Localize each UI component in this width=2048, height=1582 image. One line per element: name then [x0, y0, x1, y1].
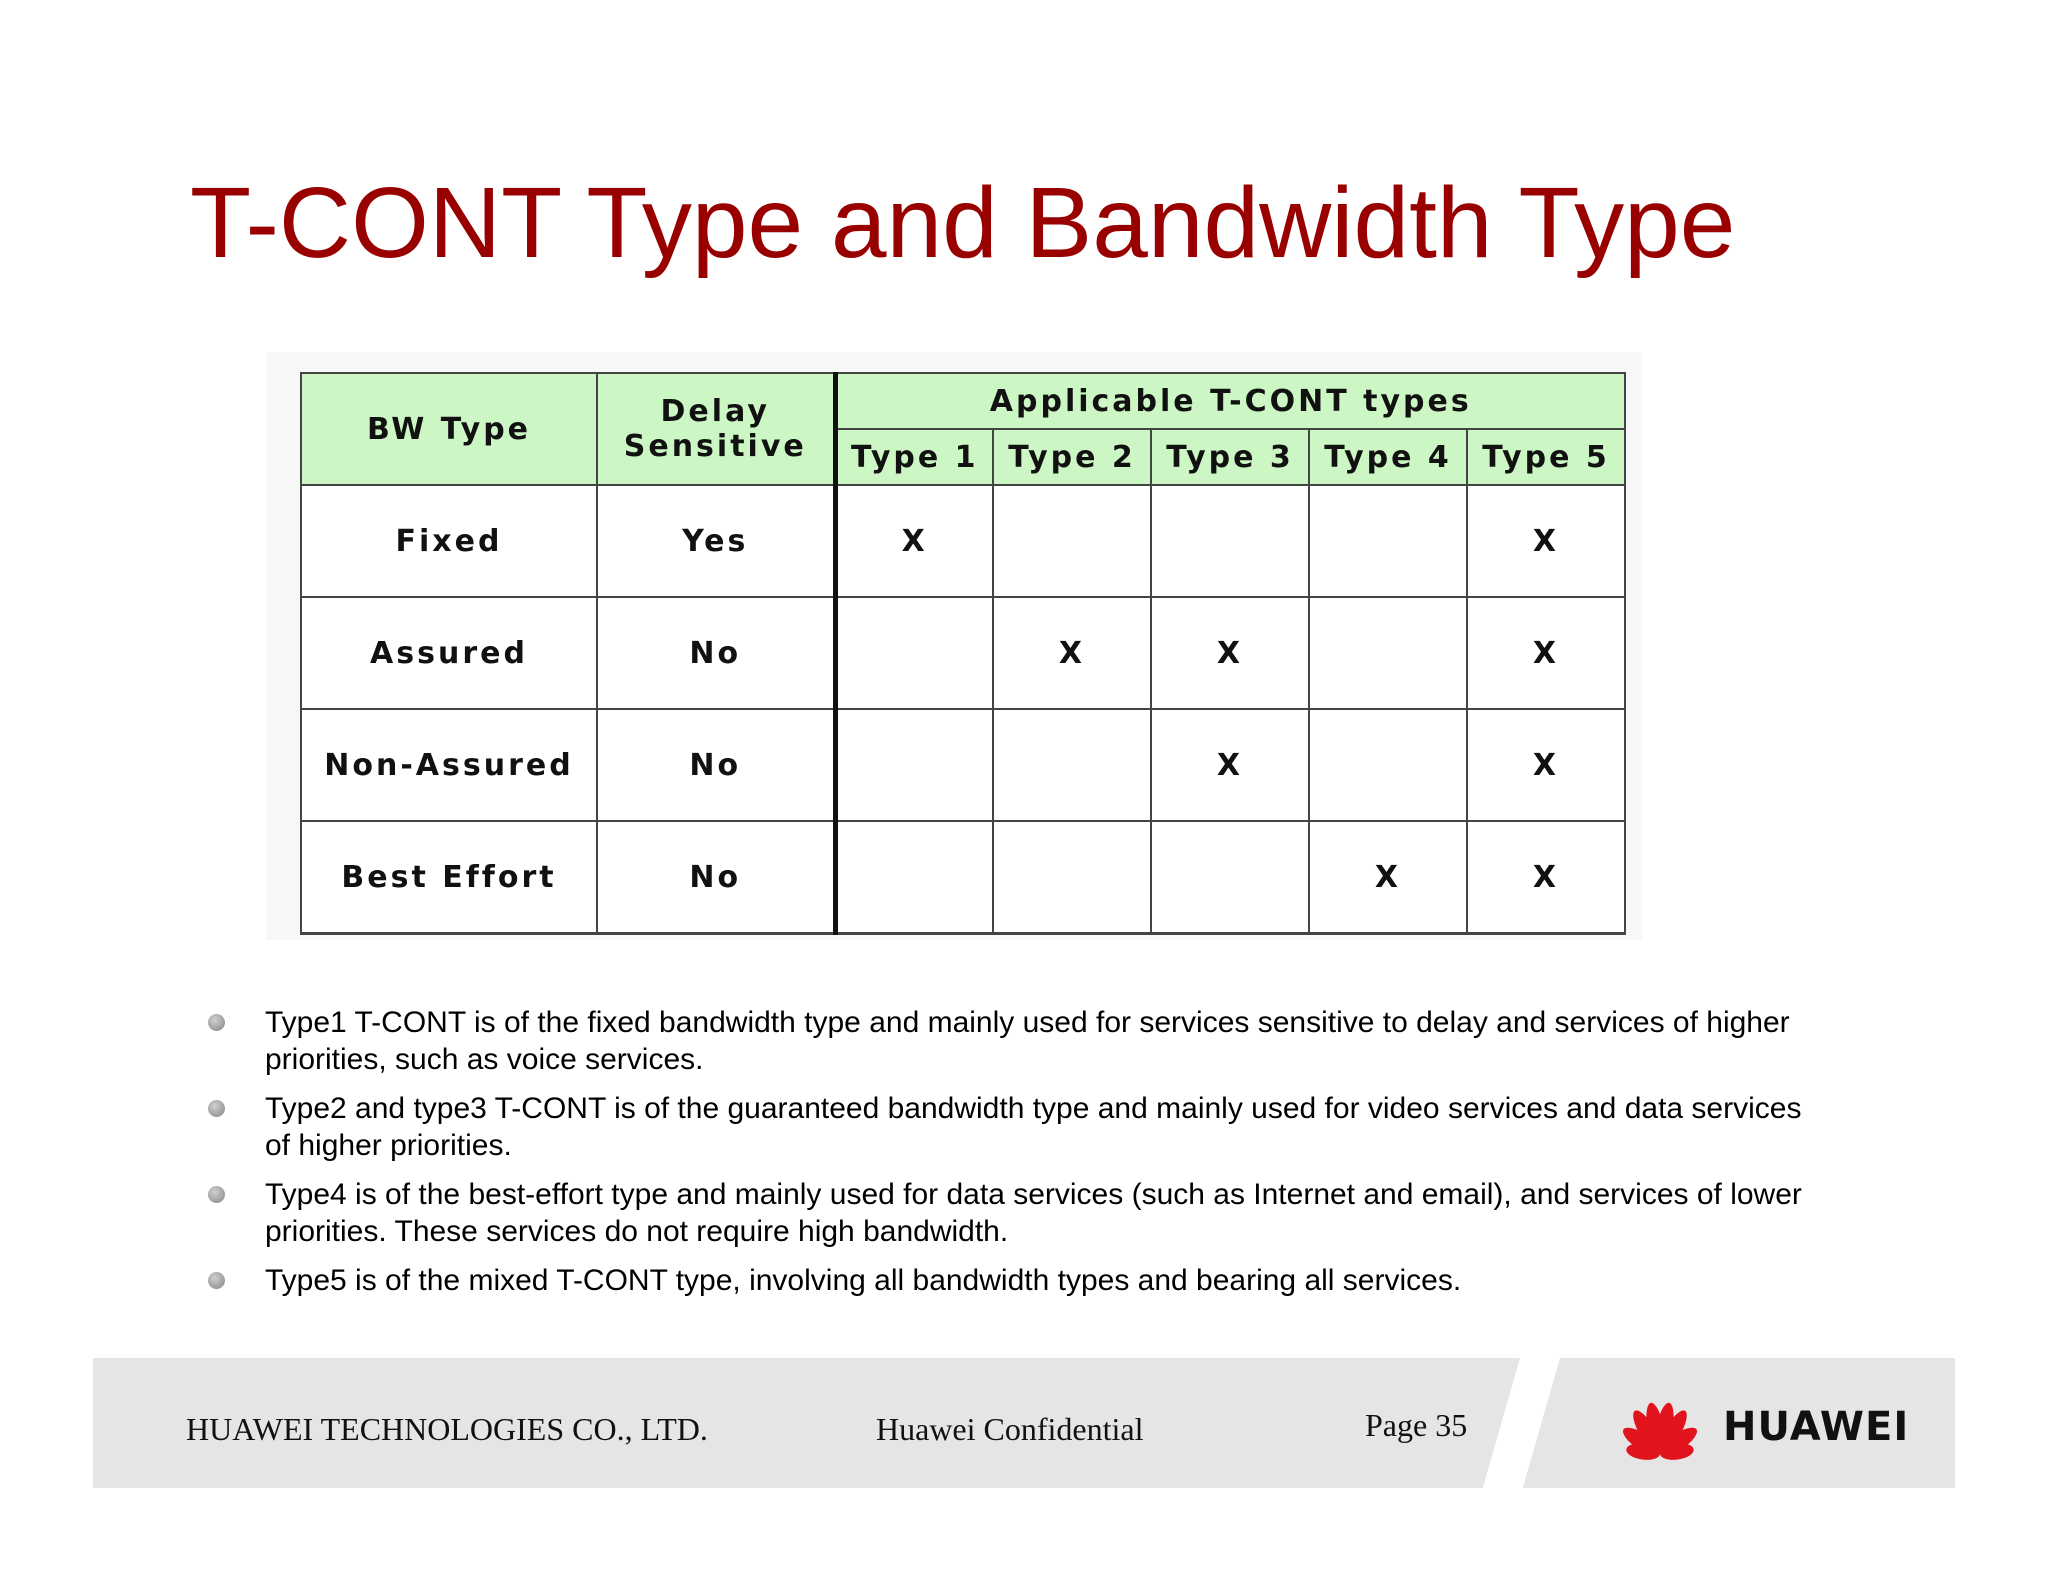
bullet-dot-icon: [208, 1272, 225, 1289]
logo-wordmark: HUAWEI: [1723, 1404, 1910, 1450]
cell-bw-type: Non-Assured: [301, 709, 597, 821]
bullet-text: Type2 and type3 T-CONT is of the guaranteed bandwidth type and mainly used for video services and data services of higher priorities.: [265, 1092, 1802, 1162]
footer-confidential: Huawei Confidential: [876, 1411, 1144, 1447]
table-container: [266, 352, 1642, 940]
list-item: [208, 1090, 1828, 1164]
header-bw-type: BW Type: [301, 373, 597, 485]
cell-delay: No: [597, 709, 835, 821]
header-type-2: Type 2: [993, 429, 1151, 485]
huawei-logo: [1605, 1390, 1915, 1460]
header-type-3: Type 3: [1151, 429, 1309, 485]
cell-type-5-mark: X: [1467, 821, 1625, 934]
cell-delay: No: [597, 821, 835, 934]
table-row: [301, 709, 1625, 821]
header-type-1: Type 1: [835, 429, 993, 485]
cell-type-1-mark: X: [835, 485, 993, 597]
cell-type-3-mark: [1151, 485, 1309, 597]
bullet-text: Type5 is of the mixed T-CONT type, involving all bandwidth types and bearing all services.: [265, 1264, 1462, 1297]
cell-type-3-mark: [1151, 821, 1309, 934]
tcont-table: [300, 372, 1626, 935]
cell-type-2-mark: X: [993, 597, 1151, 709]
table-row: [301, 821, 1625, 934]
bullet-dot-icon: [208, 1186, 225, 1203]
cell-type-4-mark: X: [1309, 821, 1467, 934]
list-item: [208, 1176, 1828, 1250]
cell-delay: No: [597, 597, 835, 709]
cell-bw-type: Fixed: [301, 485, 597, 597]
cell-type-3-mark: X: [1151, 597, 1309, 709]
bullet-dot-icon: [208, 1014, 225, 1031]
cell-type-4-mark: [1309, 709, 1467, 821]
cell-bw-type: Assured: [301, 597, 597, 709]
cell-type-4-mark: [1309, 597, 1467, 709]
bullet-dot-icon: [208, 1100, 225, 1117]
cell-bw-type: Best Effort: [301, 821, 597, 934]
cell-delay: Yes: [597, 485, 835, 597]
cell-type-2-mark: [993, 485, 1151, 597]
footer-company: HUAWEI TECHNOLOGIES CO., LTD.: [186, 1411, 708, 1447]
cell-type-3-mark: X: [1151, 709, 1309, 821]
huawei-flower-icon: [1605, 1390, 1715, 1460]
cell-type-4-mark: [1309, 485, 1467, 597]
header-type-4: Type 4: [1309, 429, 1467, 485]
cell-type-5-mark: X: [1467, 709, 1625, 821]
header-delay-line2: Sensitive: [623, 429, 807, 464]
page-title: T-CONT Type and Bandwidth Type: [190, 167, 1736, 279]
header-delay-line1: Delay: [660, 394, 770, 429]
list-item: [208, 1262, 1828, 1299]
header-applicable-types: Applicable T-CONT types: [835, 373, 1625, 429]
cell-type-1-mark: [835, 709, 993, 821]
list-item: [208, 1004, 1828, 1078]
header-delay-sensitive: [597, 373, 835, 485]
bullet-text: Type1 T-CONT is of the fixed bandwidth type and mainly used for services sensitive to delay and services of higher priorities, such as voice services.: [265, 1006, 1790, 1076]
bullet-text: Type4 is of the best-effort type and mainly used for data services (such as Internet and email), and services of lower priorities. These services do not require high bandwidth.: [265, 1178, 1802, 1248]
cell-type-5-mark: X: [1467, 597, 1625, 709]
cell-type-2-mark: [993, 821, 1151, 934]
table-header-row: [301, 373, 1625, 429]
cell-type-5-mark: X: [1467, 485, 1625, 597]
header-type-5: Type 5: [1467, 429, 1625, 485]
table-row: [301, 597, 1625, 709]
cell-type-1-mark: [835, 597, 993, 709]
footer-page-number: Page 35: [1365, 1407, 1468, 1443]
table-row: [301, 485, 1625, 597]
cell-type-2-mark: [993, 709, 1151, 821]
bullet-list: [208, 1004, 1828, 1311]
cell-type-1-mark: [835, 821, 993, 934]
